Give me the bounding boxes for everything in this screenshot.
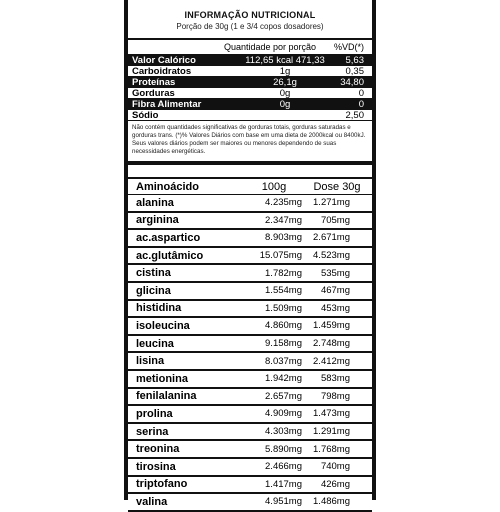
nutrition-row (128, 55, 372, 66)
nutrition-footnote: Não contém quantidades significativas de gorduras totais, gorduras saturadas e gorduras trans. (*)% Valores Diários com base em uma dieta de 2000kcal ou 8400kJ. Seus valores diários podem ser maiores ou menores dependendo de suas necessidades energéticas. (128, 121, 372, 165)
amino-per-100g: 2.657mg (265, 390, 302, 402)
label-subtitle: Porção de 30g (1 e 3/4 copos dosadores) (176, 22, 324, 31)
amino-per-100g: 8.903mg (265, 232, 302, 244)
amino-per-100g: 4.860mg (265, 320, 302, 332)
nutrition-row (128, 88, 372, 99)
nutrient-vd: 0 (358, 98, 364, 110)
amino-per-100g: 8.037mg (265, 355, 302, 367)
amino-100g-header: 100g (261, 180, 287, 193)
nutrient-name: Fibra Alimentar (132, 98, 202, 110)
amino-per-dose: 740mg (320, 461, 350, 473)
amino-name: ac.aspartico (136, 231, 201, 244)
amino-header-row (128, 179, 372, 195)
nutrient-quantity: 0g (279, 98, 291, 110)
amino-row (128, 477, 372, 495)
nutrient-vd: 2,50 (345, 109, 364, 121)
amino-row (128, 230, 372, 248)
amino-name: triptofano (136, 478, 188, 491)
nutrient-name: Sódio (132, 109, 159, 121)
amino-per-dose: 1.768mg (313, 443, 350, 455)
amino-per-dose: 1.473mg (313, 408, 350, 420)
amino-name: cistina (136, 267, 171, 280)
amino-per-100g: 1.782mg (265, 267, 302, 279)
amino-per-100g: 4.909mg (265, 408, 302, 420)
section-divider (128, 165, 372, 179)
amino-per-dose: 4.523mg (313, 250, 350, 262)
amino-per-dose: 1.271mg (313, 197, 350, 209)
amino-name: serina (136, 425, 169, 438)
amino-row (128, 459, 372, 477)
amino-per-100g: 5.890mg (265, 443, 302, 455)
amino-rows (128, 195, 372, 512)
nutrient-quantity: 26,1g (273, 76, 297, 88)
amino-name: glicina (136, 284, 171, 297)
amino-row (128, 389, 372, 407)
nutrient-name: Gorduras (132, 87, 175, 99)
amino-name: prolina (136, 407, 173, 420)
amino-per-100g: 9.158mg (265, 338, 302, 350)
nutrient-vd: 0,35 (345, 65, 364, 77)
amino-per-dose: 798mg (320, 390, 350, 402)
amino-row (128, 371, 372, 389)
amino-row (128, 318, 372, 336)
nutrient-name: Carboidratos (132, 65, 192, 77)
amino-name: alanina (136, 196, 174, 209)
amino-row (128, 213, 372, 231)
amino-name: fenilalanina (136, 390, 197, 403)
amino-per-dose: 2.412mg (313, 355, 350, 367)
nutrition-row (128, 110, 372, 121)
amino-per-100g: 1.942mg (265, 373, 302, 385)
amino-per-dose: 467mg (320, 285, 350, 297)
amino-name: metionina (136, 372, 188, 385)
amino-per-100g: 1.554mg (265, 285, 302, 297)
amino-name: valina (136, 495, 168, 508)
amino-row (128, 406, 372, 424)
nutrient-name: Proteínas (132, 76, 176, 88)
amino-per-dose: 1.291mg (313, 426, 350, 438)
nutrition-row (128, 66, 372, 77)
nutrition-label (124, 0, 376, 508)
vd-column-header: %VD(*) (333, 42, 364, 52)
amino-name: tirosina (136, 460, 176, 473)
amino-name: isoleucina (136, 319, 190, 332)
label-header (128, 0, 372, 40)
amino-per-dose: 1.486mg (313, 496, 350, 508)
amino-per-100g: 1.509mg (265, 302, 302, 314)
amino-per-dose: 583mg (320, 373, 350, 385)
nutrient-quantity: 1g (279, 65, 291, 77)
nutrient-quantity: 112,65 kcal 471,33 (245, 54, 325, 66)
amino-row (128, 301, 372, 319)
nutrition-row (128, 77, 372, 88)
amino-row (128, 265, 372, 283)
amino-per-dose: 535mg (320, 267, 350, 279)
amino-dose-header: Dose 30g (313, 180, 361, 193)
amino-row (128, 441, 372, 459)
amino-per-100g: 4.235mg (265, 197, 302, 209)
amino-name: ac.glutâmico (136, 249, 204, 262)
nutrient-vd: 34,80 (340, 76, 364, 88)
amino-name: histidina (136, 302, 182, 315)
amino-name: treonina (136, 443, 180, 456)
amino-name: lisina (136, 355, 165, 368)
amino-per-100g: 4.951mg (265, 496, 302, 508)
amino-name-header: Aminoácido (136, 180, 199, 193)
amino-per-dose: 453mg (320, 302, 350, 314)
amino-per-dose: 1.459mg (313, 320, 350, 332)
amino-row (128, 336, 372, 354)
amino-row (128, 283, 372, 301)
amino-per-100g: 2.347mg (265, 214, 302, 226)
amino-per-dose: 705mg (320, 214, 350, 226)
amino-per-dose: 2.748mg (313, 338, 350, 350)
amino-name: leucina (136, 337, 174, 350)
amino-per-dose: 426mg (320, 478, 350, 490)
nutrition-row (128, 99, 372, 110)
nutrient-quantity: 0g (279, 87, 291, 99)
amino-per-100g: 2.466mg (265, 461, 302, 473)
nutrition-rows (128, 55, 372, 121)
nutrient-vd: 5,63 (345, 54, 364, 66)
quantity-column-header: Quantidade por porção (223, 42, 317, 52)
nutrition-header-row (128, 40, 372, 55)
amino-name: arginina (136, 214, 179, 227)
amino-per-100g: 15.075mg (259, 250, 302, 262)
amino-row (128, 353, 372, 371)
nutrient-name: Valor Calórico (132, 54, 196, 66)
nutrient-vd: 0 (358, 87, 364, 99)
amino-row (128, 424, 372, 442)
amino-per-dose: 2.671mg (313, 232, 350, 244)
label-title: INFORMAÇÃO NUTRICIONAL (184, 10, 316, 20)
amino-row (128, 195, 372, 213)
amino-per-100g: 4.303mg (265, 426, 302, 438)
amino-per-100g: 1.417mg (265, 478, 302, 490)
amino-row (128, 248, 372, 266)
amino-row (128, 494, 372, 512)
